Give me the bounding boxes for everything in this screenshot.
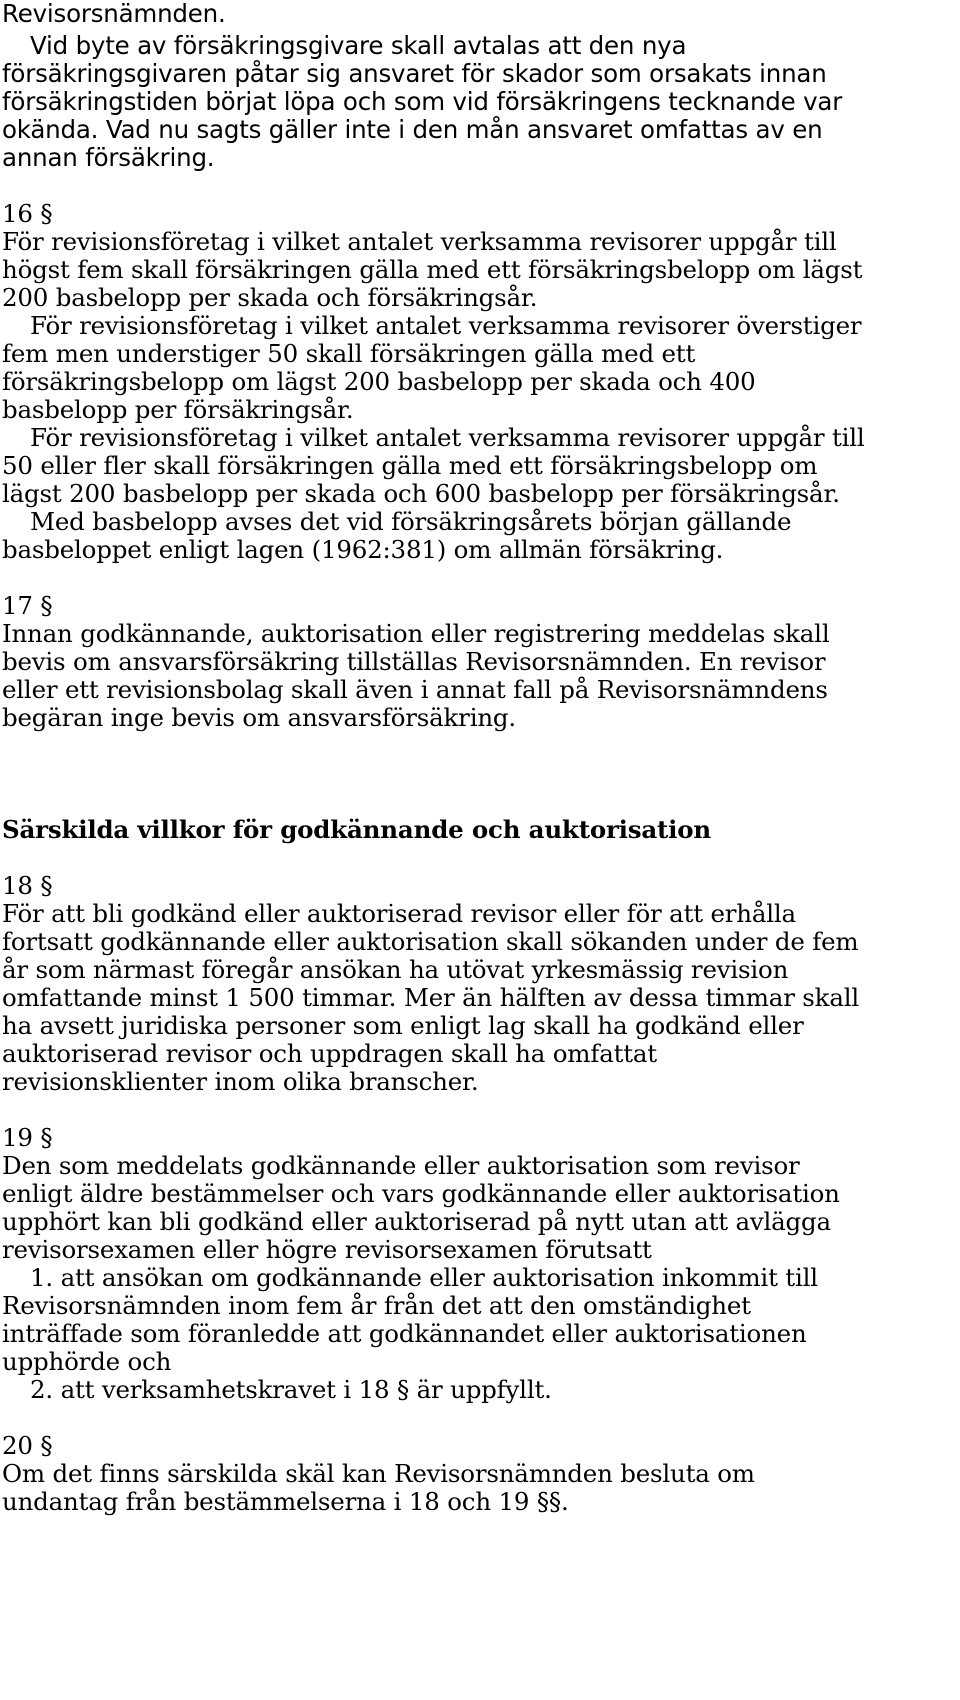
text-line: annan försäkring.: [2, 143, 215, 172]
text-line: För revisionsföretag i vilket antalet verksamma revisorer överstiger: [30, 311, 862, 340]
text-line: eller ett revisionsbolag skall även i annat fall på Revisorsnämndens: [2, 675, 828, 704]
list-item: 2. att verksamhetskravet i 18 § är uppfyllt.: [30, 1375, 552, 1404]
text-line: Med basbelopp avses det vid försäkringsårets början gällande: [30, 507, 792, 536]
text-line: upphörde och: [2, 1347, 172, 1376]
list-item: 1. att ansökan om godkännande eller auktorisation inkommit till: [30, 1263, 818, 1292]
text-line: inträffade som föranledde att godkännandet eller auktorisationen: [2, 1319, 807, 1348]
text-line: försäkringsgivaren påtar sig ansvaret för skador som orsakats innan: [2, 59, 827, 88]
text-line: lägst 200 basbelopp per skada och 600 basbelopp per försäkringsår.: [2, 479, 840, 508]
section-number: 16 §: [2, 199, 53, 228]
text-line: högst fem skall försäkringen gälla med ett försäkringsbelopp om lägst: [2, 255, 863, 284]
section-number: 20 §: [2, 1431, 53, 1460]
section-number: 18 §: [2, 871, 53, 900]
text-line: För revisionsföretag i vilket antalet verksamma revisorer uppgår till: [30, 423, 865, 452]
text-line: Den som meddelats godkännande eller auktorisation som revisor: [2, 1151, 800, 1180]
section-heading: Särskilda villkor för godkännande och auktorisation: [2, 815, 712, 844]
text-line: Vid byte av försäkringsgivare skall avtalas att den nya: [30, 31, 687, 60]
text-line: ha avsett juridiska personer som enligt lag skall ha godkänd eller: [2, 1011, 804, 1040]
text-line: Om det finns särskilda skäl kan Revisorsnämnden besluta om: [2, 1459, 755, 1488]
text-line: enligt äldre bestämmelser och vars godkännande eller auktorisation: [2, 1179, 840, 1208]
text-line: auktoriserad revisor och uppdragen skall ha omfattat: [2, 1039, 657, 1068]
text-line: undantag från bestämmelserna i 18 och 19 §§.: [2, 1487, 569, 1516]
text-line: år som närmast föregår ansökan ha utövat yrkesmässig revision: [2, 955, 789, 984]
text-line: revisorsexamen eller högre revisorsexamen förutsatt: [2, 1235, 652, 1264]
text-line: För revisionsföretag i vilket antalet verksamma revisorer uppgår till: [2, 227, 837, 256]
text-line: 200 basbelopp per skada och försäkringsår.: [2, 283, 538, 312]
text-line: upphört kan bli godkänd eller auktoriserad på nytt utan att avlägga: [2, 1207, 831, 1236]
text-line: Revisorsnämnden inom fem år från det att den omständighet: [2, 1291, 751, 1320]
text-line: bevis om ansvarsförsäkring tillställas Revisorsnämnden. En revisor: [2, 647, 826, 676]
text-line: Innan godkännande, auktorisation eller registrering meddelas skall: [2, 619, 830, 648]
text-line: basbeloppet enligt lagen (1962:381) om allmän försäkring.: [2, 535, 724, 564]
text-line: okända. Vad nu sagts gäller inte i den mån ansvaret omfattas av en: [2, 115, 823, 144]
text-line: begäran inge bevis om ansvarsförsäkring.: [2, 703, 516, 732]
text-line: omfattande minst 1 500 timmar. Mer än hälften av dessa timmar skall: [2, 983, 859, 1012]
section-number: 19 §: [2, 1123, 53, 1152]
text-line: försäkringsbelopp om lägst 200 basbelopp per skada och 400: [2, 367, 756, 396]
text-line: försäkringstiden börjat löpa och som vid försäkringens tecknande var: [2, 87, 843, 116]
text-line: 50 eller fler skall försäkringen gälla med ett försäkringsbelopp om: [2, 451, 818, 480]
section-number: 17 §: [2, 591, 53, 620]
text-line: fortsatt godkännande eller auktorisation skall sökanden under de fem: [2, 927, 859, 956]
text-line: revisionsklienter inom olika branscher.: [2, 1067, 479, 1096]
text-line: För att bli godkänd eller auktoriserad revisor eller för att erhålla: [2, 899, 796, 928]
text-line: Revisorsnämnden.: [2, 0, 226, 28]
text-line: fem men understiger 50 skall försäkringen gälla med ett: [2, 339, 696, 368]
text-line: basbelopp per försäkringsår.: [2, 395, 354, 424]
